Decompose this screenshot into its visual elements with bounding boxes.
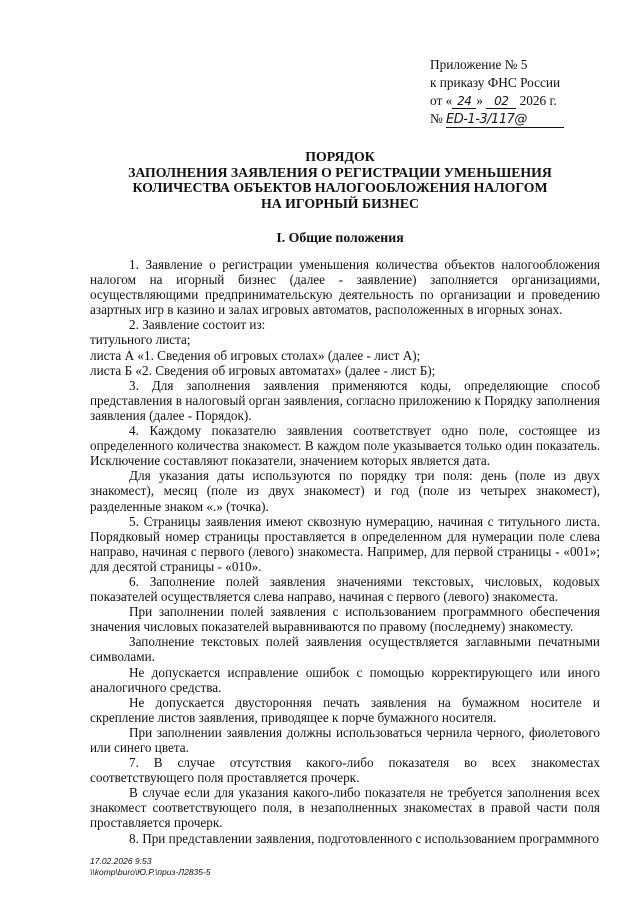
title-line-4: НА ИГОРНЫЙ БИЗНЕС: [261, 195, 419, 211]
document-title: [60, 149, 620, 211]
handwritten-month: 02: [486, 94, 516, 109]
date-prefix: от «: [430, 93, 453, 108]
paragraph: Не допускается исправление ошибок с помощью корректирующего или иного аналогичного средства.: [90, 664, 600, 695]
title-line-2: ЗАПОЛНЕНИЯ ЗАЯВЛЕНИЯ О РЕГИСТРАЦИИ УМЕНЬШЕНИЯ: [128, 164, 552, 180]
paragraph: Для указания даты используются по порядку три поля: день (поле из двух знакомест), месяц (поле из двух знакомест) и год (поле из четырех знакомест), разделенные знаком «.» (точка).: [90, 468, 600, 514]
paragraph: 6. Заполнение полей заявления значениями текстовых, числовых, кодовых показателей осуществляется слева направо, начиная с первого (левого) знакоместа.: [90, 573, 600, 605]
paragraph: При заполнении заявления должны использоваться чернила черного, фиолетового или синего цвета.: [90, 724, 600, 755]
title-line-3: КОЛИЧЕСТВА ОБЪЕКТОВ НАЛОГООБЛОЖЕНИЯ НАЛОГОМ: [132, 180, 548, 195]
date-mid: »: [476, 93, 483, 108]
appendix-order-number: [430, 110, 564, 128]
paragraph: В случае если для указания какого-либо показателя не требуется заполнения всех знакомест соответствующего поля, в незаполненных знакоместах в правой части поля проставляется прочерк.: [90, 785, 600, 831]
paragraph: 4. Каждому показателю заявления соответствует одно поле, состоящее из определенного количества знакомест. В каждом поле указывается только один показатель. Исключение составляют показатели, значением которых является дата.: [90, 423, 600, 469]
paragraph: листа А «1. Сведения об игровых столах» (далее - лист А);: [90, 347, 421, 363]
date-year: 2026 г.: [519, 93, 557, 108]
footer-timestamp: 17.02.2026 9:53: [90, 856, 152, 866]
footer-stamp: [90, 856, 211, 878]
footer-file-path: \\komp\buro\Ю.Р.\приз-Л2835-5: [90, 867, 211, 877]
paragraph: 8. При представлении заявления, подготовленного с использованием программного: [129, 830, 599, 846]
handwritten-order-number: ED-1-3/117@: [446, 113, 564, 128]
paragraph: 3. Для заполнения заявления применяются коды, определяющие способ представления в налоговый орган заявления, согласно приложению к Порядку заполнения заявления (далее - Порядок).: [90, 377, 600, 423]
document-body: [90, 257, 600, 846]
paragraph: 2. Заявление состоит из:: [129, 317, 266, 333]
handwritten-day: 24: [452, 94, 476, 109]
paragraph: 5. Страницы заявления имеют сквозную нумерацию, начиная с титульного листа. Порядковый номер страницы проставляется в определенном для нумерации поле слева направо, начиная с первого (левого) знакоместа. Например, для первой страницы - «001»; для десятой страницы - «010».: [90, 513, 600, 574]
section-heading: I. Общие положения: [276, 230, 404, 245]
paragraph: При заполнении полей заявления с использованием программного обеспечения значения числовых показателей выравниваются по правому (последнему) знакоместу.: [90, 604, 600, 635]
appendix-number: Приложение № 5: [430, 57, 528, 72]
paragraph: листа Б «2. Сведения об игровых автоматах» (далее - лист Б);: [90, 362, 436, 378]
appendix-order-reference: к приказу ФНС России: [430, 75, 561, 90]
paragraph: 1. Заявление о регистрации уменьшения количества объектов налогообложения налогом на игорный бизнес (далее - заявление) заполняется организациями, осуществляющими предпринимательскую деятельность по организации и проведению азартных игр в казино и залах игровых автоматов, расположенных в игорных зонах.: [90, 257, 600, 318]
paragraph: 7. В случае отсутствия какого-либо показателя во всех знакоместах соответствующего поля проставляется прочерк.: [90, 755, 600, 786]
appendix-date: [430, 92, 564, 110]
paragraph: титульного листа;: [90, 332, 191, 348]
number-prefix: №: [430, 111, 443, 126]
title-line-1: ПОРЯДОК: [305, 149, 375, 164]
appendix-header: [430, 56, 564, 128]
paragraph: Заполнение текстовых полей заявления осуществляется заглавными печатными символами.: [90, 634, 600, 665]
paragraph: Не допускается двусторонняя печать заявления на бумажном носителе и скрепление листов заявления, приводящее к порче бумажного носителя.: [90, 694, 600, 725]
